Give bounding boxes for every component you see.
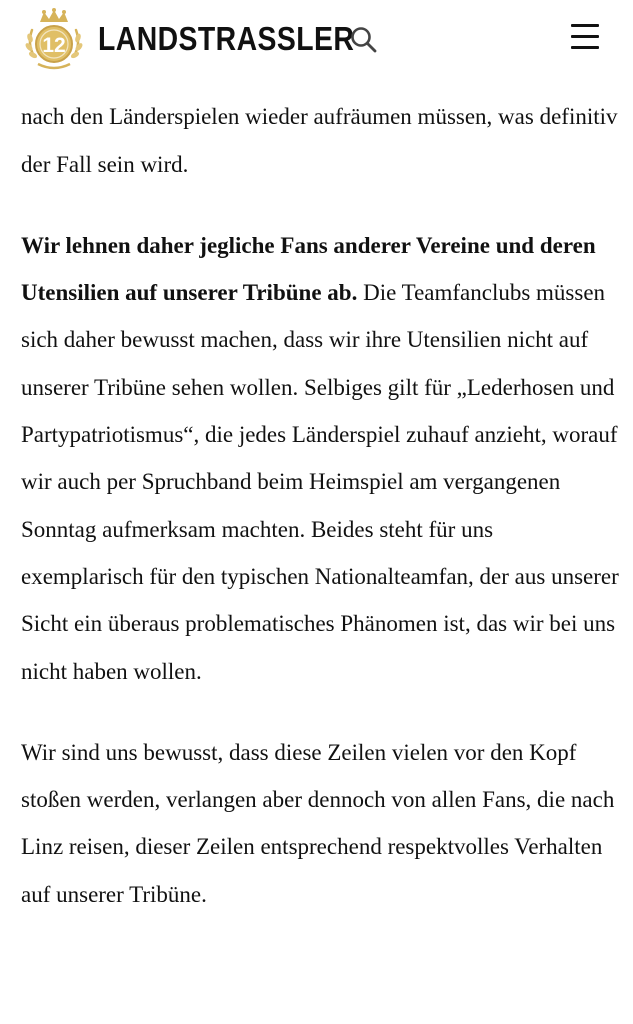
- article-paragraph-3: Wir sind uns bewusst, dass diese Zeilen vielen vor den Kopf stoßen werden, verlangen aber dennoch von allen Fans, die nach Linz reisen, dieser Zeilen entsprechend respektvolles Verhalten auf unserer Tribüne.: [21, 739, 615, 907]
- brand-name[interactable]: LANDSTRASSLER: [98, 20, 355, 57]
- paragraph-spacer: [21, 188, 621, 222]
- article-paragraph-2: [21, 222, 621, 695]
- logo-number: 12: [42, 34, 66, 57]
- article-paragraph-1: nach den Länderspielen wieder aufräumen müssen, was definitiv der Fall sein wird.: [21, 104, 618, 177]
- menu-button[interactable]: [568, 20, 604, 54]
- club-crest-logo[interactable]: [24, 8, 84, 72]
- hamburger-menu-icon: [571, 46, 599, 49]
- paragraph-2-text: Die Teamfanclubs müssen sich daher bewusst machen, dass wir ihre Utensilien nicht auf unserer Tribüne sehen wollen. Selbiges gilt für „Lederhosen und Partypatriotismus“, die jedes Länderspiel zuhauf anzieht, worauf wir auch per Spruchband beim Heimspiel am vergangenen Sonntag aufmerksam machten. Beides steht für uns exemplarisch für den typischen Nationalteamfan, der aus unserer Sicht ein überaus problematisches Phänomen ist, das wir bei uns nicht haben wollen.: [21, 280, 619, 684]
- article-body: [21, 0, 621, 918]
- search-icon: [348, 24, 380, 56]
- hamburger-menu-icon: [571, 24, 599, 27]
- search-button[interactable]: [348, 24, 380, 56]
- site-header: [0, 0, 633, 82]
- bold-statement: Wir lehnen daher jegliche Fans anderer Vereine und deren Utensilien auf unserer Tribüne ab.: [21, 232, 596, 306]
- paragraph-spacer: [21, 695, 621, 729]
- hamburger-menu-icon: [571, 35, 599, 38]
